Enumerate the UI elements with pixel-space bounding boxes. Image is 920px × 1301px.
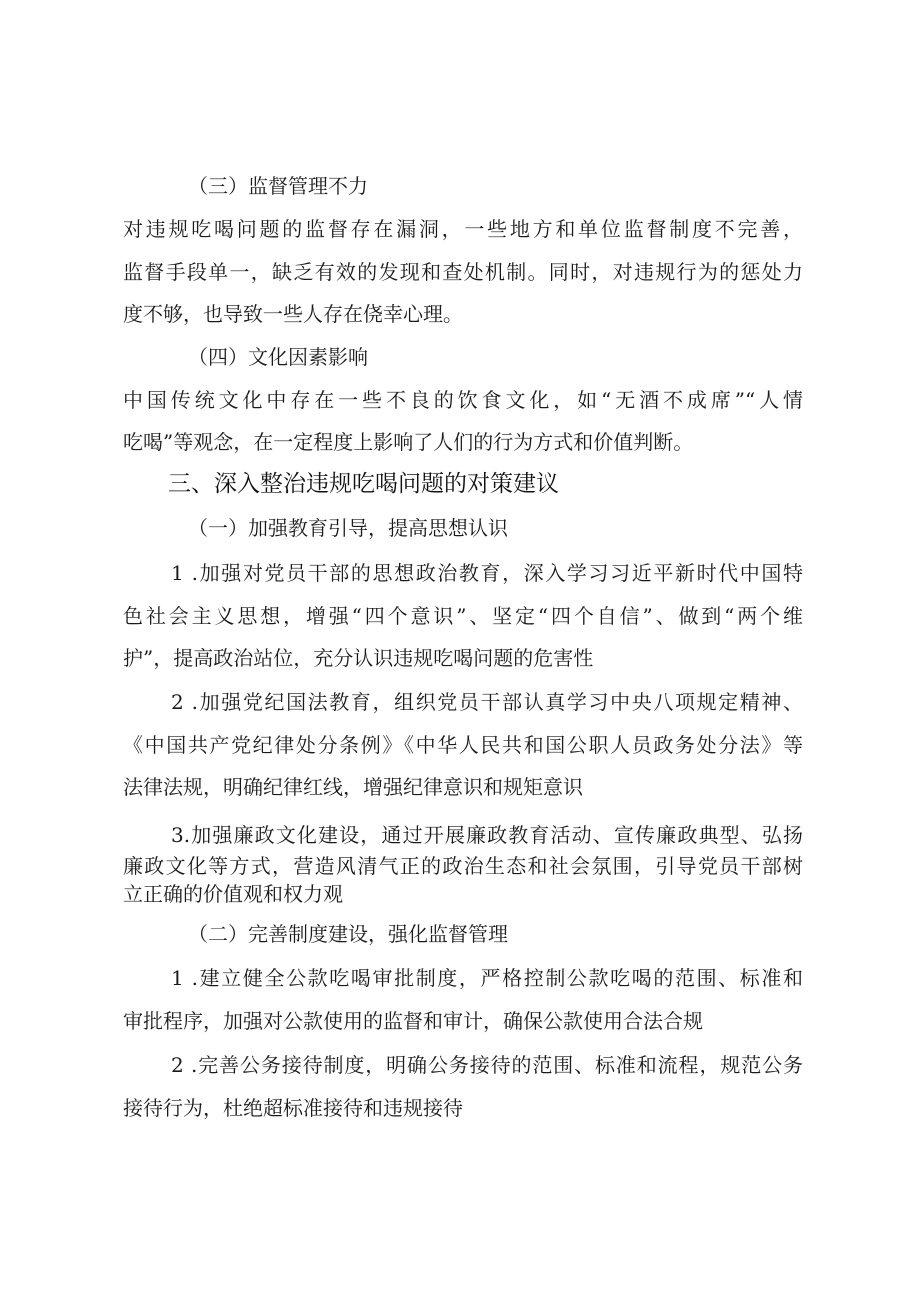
subheading-institutions: （二）完善制度建设，强化监督管理 bbox=[188, 922, 508, 946]
list-item-line: 3.加强廉政文化建设，通过开展廉政教育活动、宣传廉政典型、弘扬 bbox=[171, 823, 803, 847]
list-item-line: 法律法规，明确纪律红线，增强纪律意识和规矩意识 bbox=[123, 775, 583, 799]
list-item-line: 廉政文化等方式，营造风清气正的政治生态和社会氛围，引导党员干部树 bbox=[123, 854, 803, 878]
paragraph-line: 度不够，也导致一些人存在侥幸心理。 bbox=[123, 302, 463, 326]
subheading-culture: （四）文化因素影响 bbox=[188, 345, 368, 369]
paragraph-line: 中国传统文化中存在一些不良的饮食文化，如“无酒不成席”“人情 bbox=[123, 388, 803, 412]
list-item-line: 2 .加强党纪国法教育，组织党员干部认真学习中央八项规定精神、 bbox=[171, 690, 803, 714]
list-item-line: 2 .完善公务接待制度，明确公务接待的范围、标准和流程，规范公务 bbox=[171, 1053, 803, 1077]
list-item-line: 色社会主义思想，增强“四个意识”、坚定“四个自信”、做到“两个维 bbox=[123, 604, 803, 628]
paragraph-line: 吃喝”等观念，在一定程度上影响了人们的行为方式和价值判断。 bbox=[123, 430, 694, 454]
paragraph-line: 监督手段单一，缺乏有效的发现和查处机制。同时，对违规行为的惩处力 bbox=[123, 260, 803, 284]
list-item-line: 审批程序，加强对公款使用的监督和审计，确保公款使用合法合规 bbox=[123, 1009, 703, 1033]
list-item-line: 护”，提高政治站位，充分认识违规吃喝问题的危害性 bbox=[123, 646, 594, 670]
paragraph-line: 对违规吃喝问题的监督存在漏洞，一些地方和单位监督制度不完善， bbox=[123, 217, 803, 241]
list-item-line: 《中国共产党纪律处分条例》《中华人民共和国公职人员政务处分法》等 bbox=[123, 733, 803, 757]
section-heading: 三、深入整治违规吃喝问题的对策建议 bbox=[168, 471, 559, 497]
subheading-supervision: （三）监督管理不力 bbox=[188, 174, 368, 198]
list-item-line: 立正确的价值观和权力观 bbox=[123, 882, 343, 906]
list-item-line: 接待行为，杜绝超标准接待和违规接待 bbox=[123, 1096, 463, 1120]
subheading-education: （一）加强教育引导，提高思想认识 bbox=[188, 516, 508, 540]
list-item-line: 1 .加强对党员干部的思想政治教育，深入学习习近平新时代中国特 bbox=[171, 561, 803, 585]
list-item-line: 1 .建立健全公款吃喝审批制度，严格控制公款吃喝的范围、标准和 bbox=[171, 966, 803, 990]
